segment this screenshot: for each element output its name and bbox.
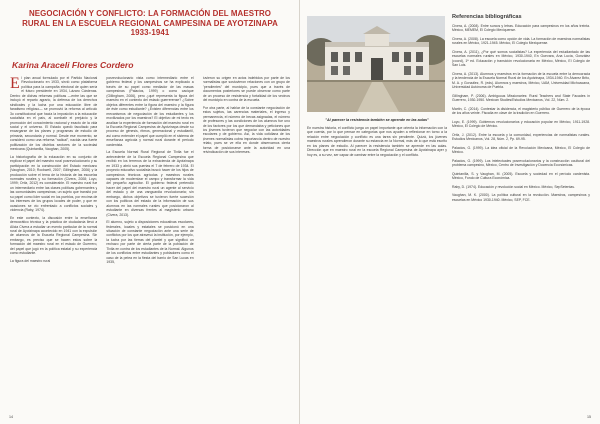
column-2	[106, 76, 193, 416]
paragraph: Por otra parte, al hablar de la constante negociación de estos sujetos, las carencias materiales, el ingreso y permanencia, el número de becas asignadas, el número de profesores y las condiciones de los alumnos fue uno de los factores por los que demandaba y peticiones que los jóvenes tuvieron que negociar con las autoridades escolares y de gobierno. Así, la vida cotidiana de los jóvenes normalistas cobra importancia dentro de nuestro relato, pues se ve ella en donde observamos cierta forma de posicionarse ante la autoridad en una reivindicación de sus intereses.	[202, 105, 290, 155]
reference-item: Civera, A. (2008). La escuela como opción de vida. La formación de maestros normalistas rurales en México, 1921-1945. México, El Colegio Mexiquense.	[452, 37, 590, 46]
references-title: Referencias bibliográficas	[452, 14, 522, 20]
right-page	[300, 0, 600, 424]
article-author: Karina Araceli Flores Cordero	[12, 60, 134, 70]
building-illustration	[307, 16, 445, 112]
reference-item: Vaughan, M. K. (2000). La política cultural en la revolución. Maestros, campesinos y escuelas en México 1930-1940. México, SEP, FCE.	[452, 193, 590, 202]
column-4	[307, 14, 447, 414]
article-title: NEGOCIACIÓN Y CONFLICTO: LA FORMACIÓN DEL MAESTRO RURAL EN LA ESCUELA REGIONAL CAMPESINA DE AYOTZINAPA 1933-1941	[22, 9, 278, 38]
paragraph: La Escuela Normal Rural Regional de Tixtla fue el antecedente de la Escuela Regional Campesina que recibió en los terrenos de la exhacienda de Ayotzinapa en 1933 y abrió sus puertas el 7 de febrero de 1934. El proyecto educativo socialista buscó hacer de los hijos de campesinos técnicos agrícolas y maestros rurales capaces de modernizar el campo y transformar la vida del pequeño agricultor. El gobierno federal pretendió hacer del papel del maestro rural un agente al servicio del estado y de una vanguardia revolucionaria; sin embargo, dichos objetivos se tuvieron fuerte sucesión con los políticos del estado de la información de sus alumnos en las normales rurales que posicionaron al estudiante en diversas frentes al magisterio urbano (Civera, 2013).	[106, 150, 194, 217]
paragraph: En este contexto, la discusión entre la enseñanza democrático técnica y la práctica de ciudadanía llevó a Alicia Civera a estudiar un evento particular de la normal rural de Ayotzinapa acontecido en 1941 con la expulsión de alumnos de la Escuela Regional Campesina. Sin embargo, es preciso que se hacen estos sobre la formación del maestro rural en el estado de Guerrero, del papel que jugó en la política estatal y su experiencia como estudiante.	[10, 215, 98, 256]
paragraph: posrevolucionario vista como intermediario entre el gobierno federal y los campesinos se ha explicado a través de su papel como mediador de las masas campesinas (Palacios, 1999) o como cacique (Gillingham, 2006), pero ¿qué representa la figura del maestro en el contexto del estado guerrerense? ¿Sobre objetos diferentes entre la figura del maestro y la figura de éste como estudiante? ¿Existen diferencias entre los mecanismos de negociación de los estudiantes y los movilizados por los maestros? El objetivo de mi texto es analizar la experiencia de formación del maestro rural en la Escuela Regional Campesina de Ayotzinapa desde su proceso de génesis, ritmos, generacional y estudiantil, así como entender el papel que cumplió en el sistema de enseñanza agrícola y normal rural durante el periodo cardenista.	[106, 76, 194, 147]
column-1	[10, 76, 97, 416]
paragraph: La figura del maestro rural	[10, 258, 51, 263]
paragraph	[10, 76, 97, 152]
reference-item: Gillingham, P. (2006). Ambiguous Missionaries: Rural Teachers and State Facades in Guerrero, 1930-1950. Mexican Studies/Estudios Mexicanos, Vol. 22, Núm. 2.	[452, 93, 590, 103]
references-list	[452, 24, 590, 416]
drop-cap: E	[10, 76, 20, 92]
reference-item: Ortiz, J. (2012). Entre la escuela y la comunidad, experiencias de normalistas rurales. Estudios Mexicanos, Vol. 28, Núm. 2, Pp. 69-95.	[452, 132, 590, 142]
reference-item: Civera, A. (2013). Alumnos y maestros en la formación de la escuela entre la democracia y la tendencia de la Escuela Normal Rural de los Ayotzinapa, 1934-1940. En Álvarez Brito, M. A. y González, R. (eds). Alumnos y maestros, México, UAM, Universidad Michoacana, Universidad Autónoma de Puebla.	[452, 71, 590, 90]
paragraph: El alumno, sujeto a disposiciones educativas escolares, federales, locales y estatales se posicionó en una situación de constante negociación ante una serie de conflictos por los que atravesó la institución, por ejemplo, la lucha por las tierras del plantel y que significó un rechazo por parte de cierta parte de la población de Tixtla en contra de los estudiantes de la Normal. Algunos de los conflictos entre estudiantes y pobladores como el caso de la pelea en la fiesta del barrio de San Lucas en 1935,	[106, 220, 194, 265]
page-number-left: 14	[9, 415, 13, 419]
paragraph: tuvieron su origen en actos indebidos por parte de los normalistas que sostuvieron relaciones con un grupo de "pendientes" del municipio, pues que a través de documentos posteriores se puede observar como parte de un proceso de resistencia y fortalidad de los vecinos del municipio en contra de la escuela.	[202, 76, 290, 103]
reference-item: Martin, C. (2014). Contestar la disidencia, el magisterio público de Guerrero de la época de los años veinte. Fiscalía en clave de la tradición en Guerrero.	[452, 106, 590, 116]
reference-item: Civera, A. (2008). Entre surcos y letras. Educación para campesinos en los años treinta. México, MEMEM, El Colegio Mexiquense.	[452, 24, 590, 33]
page-number-right: 15	[587, 415, 591, 419]
right-page-article-column	[307, 14, 447, 414]
reference-item: Loyo, E. (1999). Gobiernos revolucionarios y educación popular en México, 1911-1928. México, El Colegio de México.	[452, 119, 590, 129]
paragraph: En nuestra historia, el conflicto juega un papel importante que orienta la información con la que cuenta, por lo que pensar en categorías que nos ayuden a reflexionar en torno a la relación entre negociación y conflicto es una tarea sin pendiente. Quizá, los jóvenes maestros rurales aprendieron durante su estancia en la Normal, más de lo que está escrito en los planes de estudio. Al parecer la resistencia también se aprende en las aulas. Dirección que en maestro rural en la escuela Regional Campesina de Ayotzinapa ayer y hoy es, a su vez, ser capaz de caminar entre la negociación y el conflicto.	[307, 125, 447, 157]
reference-item: Palacios, G. (1999). Los intelectuales posrevolucionarios y la construcción ocultural del problema campesino, México, Centro de Investigación y Docencia Económicas.	[452, 158, 590, 168]
reference-item: Palacios, G. (1999). La idea oficial de la Revolución Mexicana, México, El Colegio de México.	[452, 145, 590, 155]
left-page-columns	[10, 76, 290, 416]
reference-item: Quintanilla, S. y Vaughan, M. (2005). Escuela y sociedad en el período cardenista. México, Fondo de Cultura Económica.	[452, 171, 590, 181]
column-3	[203, 76, 290, 416]
paragraph: La historiografía de la educación en su conjunto de explicar el papel del maestro rural posrevolucionario y su participación en la construcción del Estado mexicano (Vaughan, 2010; Rockwell, 2007; Gillingham, 2006) y la producción sobre el tema de la historia de las escuelas normales rurales y su formación (Civera, 2008; Loyo, 1999; Ortiz, 2012) es considerable. El maestro rural fue un intermediario entre las clases políticas gobernantes y las comunidades campesinas; un sujeto que transitó por su papel como líder social en los pueblos, por encima de los intereses de los grupos locales de poder, y que en ocasiones se vio enfrentado a conflictos sociales y violencia (Raby, 1974).	[10, 154, 98, 213]
reference-item: Raby, D. (1974). Educación y revolución social en México. México, SepSetentas.	[452, 184, 575, 189]
pull-quote: "Al parecer la resistencia también se aprende en las aulas"	[325, 118, 429, 122]
school-building-photo	[307, 16, 445, 112]
reference-item: Civera, A. (2011), ¿Por qué somos socialistas? La experiencia del estudiantado de las escuelas normales rurales en México, 1930-1940, En Guevara, Ana Lucía, González (coord), 1ª ed. Educación y transición revolucionaria en México, México, El Colegio de San Luis.	[452, 50, 590, 68]
paragraph-text: l plan anual formulado por el Partido Nacional Revolucionario en 1933, sirvió como plataforma política para la campaña electoral de quien sería el futuro presidente en 1934, Lázaro Cárdenas. Dentro de dichas reformas políticas —entre las que se incluyó el reparto agrario, la defensa de los derechos sindicales y la lucha por una educación libre de fanatismo religioso— se promovió la reforma al artículo 3o constitucional que hacía la imposición a la educación socialista en el país, al combatir el prejuicio y la promoción del conocimiento racional y exacto de la vida social y el universo. El Estado quedó facultado para encargarse de los planes y programas de estudio de primaria, secundaria y normal. Desde ese momento, se consideró como una reforma "radical", nacida una fuerte politización de los distritos sectores de la sociedad mexicana (Quintanilla, Vaughan, 2005).	[10, 76, 98, 152]
